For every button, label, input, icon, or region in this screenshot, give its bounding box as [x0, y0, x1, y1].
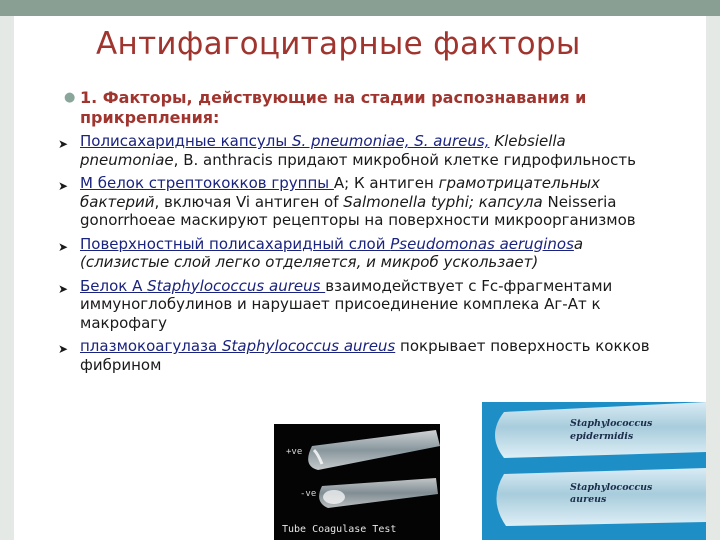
- item-italic: Klebsiella pneumoniae: [80, 132, 566, 169]
- section-heading: [58, 88, 668, 127]
- bullet-dot-icon: ●: [64, 90, 76, 105]
- list-item: [58, 277, 668, 333]
- item-text: , включая Vi антиген of: [154, 192, 344, 211]
- item-text: покрывает поверхность кокков фибрином: [80, 337, 650, 374]
- slide-title: Антифагоцитарные факторы: [96, 26, 581, 62]
- item-link[interactable]: Белок А: [80, 276, 148, 295]
- bottom-tube-label-2: aureus: [570, 494, 607, 505]
- item-link-italic[interactable]: Staphylococcus aureus: [221, 337, 396, 355]
- negative-label: -ve: [300, 489, 317, 499]
- item-link[interactable]: Поверхностный полисахаридный слой: [80, 234, 391, 253]
- item-link-italic[interactable]: Pseudomonas aeruginos: [390, 234, 574, 253]
- slide-content: [58, 88, 668, 379]
- list-item: [58, 132, 668, 169]
- top-accent-bar: [0, 0, 720, 16]
- coagulase-test-photo: [274, 424, 440, 540]
- photo-caption: Tube Coagulase Test: [282, 524, 397, 535]
- item-link[interactable]: М белок стрептококков группы: [80, 174, 334, 192]
- positive-label: +ve: [286, 447, 303, 457]
- item-italic: грамотрицательных бактерий: [80, 174, 600, 211]
- staphylococcus-tubes-photo: [482, 402, 706, 540]
- item-link-italic[interactable]: Staphylococcus aureus: [147, 276, 326, 295]
- item-italic: Salmonella typhi; капсула: [343, 192, 543, 211]
- arrow-bullet-icon: ➤: [58, 342, 69, 356]
- list-item: [58, 174, 668, 230]
- arrow-bullet-icon: ➤: [58, 137, 69, 151]
- item-italic: a: [573, 234, 584, 253]
- list-item: [58, 235, 668, 272]
- left-side-band: [0, 16, 14, 540]
- top-tube-label-2: epidermidis: [570, 431, 634, 442]
- arrow-bullet-icon: ➤: [58, 179, 69, 193]
- arrow-bullet-icon: ➤: [58, 239, 69, 254]
- item-link[interactable]: плазмокоагулаза: [80, 337, 222, 355]
- item-link[interactable]: Полисахаридные капсулы: [80, 132, 292, 150]
- item-italic: (слизистые слой легко отделяется, и микроб ускользает): [80, 253, 539, 271]
- bottom-tube-label-1: Staphylococcus: [570, 482, 653, 493]
- staph-tubes-image: [482, 402, 706, 540]
- top-tube-label-1: Staphylococcus: [570, 418, 653, 429]
- list-item: [58, 337, 668, 374]
- item-text: Neisseria gonorrhoeae маскируют рецепторы на поверхности микроорганизмов: [80, 192, 636, 229]
- item-link-italic[interactable]: S. pneumoniae, S. aureus,: [291, 132, 490, 150]
- heading-text: 1. Факторы, действующие на стадии распознавания и прикрепления:: [80, 88, 587, 127]
- item-text: А; К антиген: [333, 174, 439, 192]
- item-text: , B. anthracis придают микробной клетке гидрофильность: [173, 150, 636, 169]
- test-tubes-image: [274, 424, 440, 540]
- right-side-band: [706, 16, 720, 540]
- arrow-bullet-icon: ➤: [58, 281, 69, 296]
- item-text: взаимодействует с Fc-фрагментами иммуноглобулинов и нарушает присоединение комплека Аг-Ат к макрофагу: [80, 276, 613, 332]
